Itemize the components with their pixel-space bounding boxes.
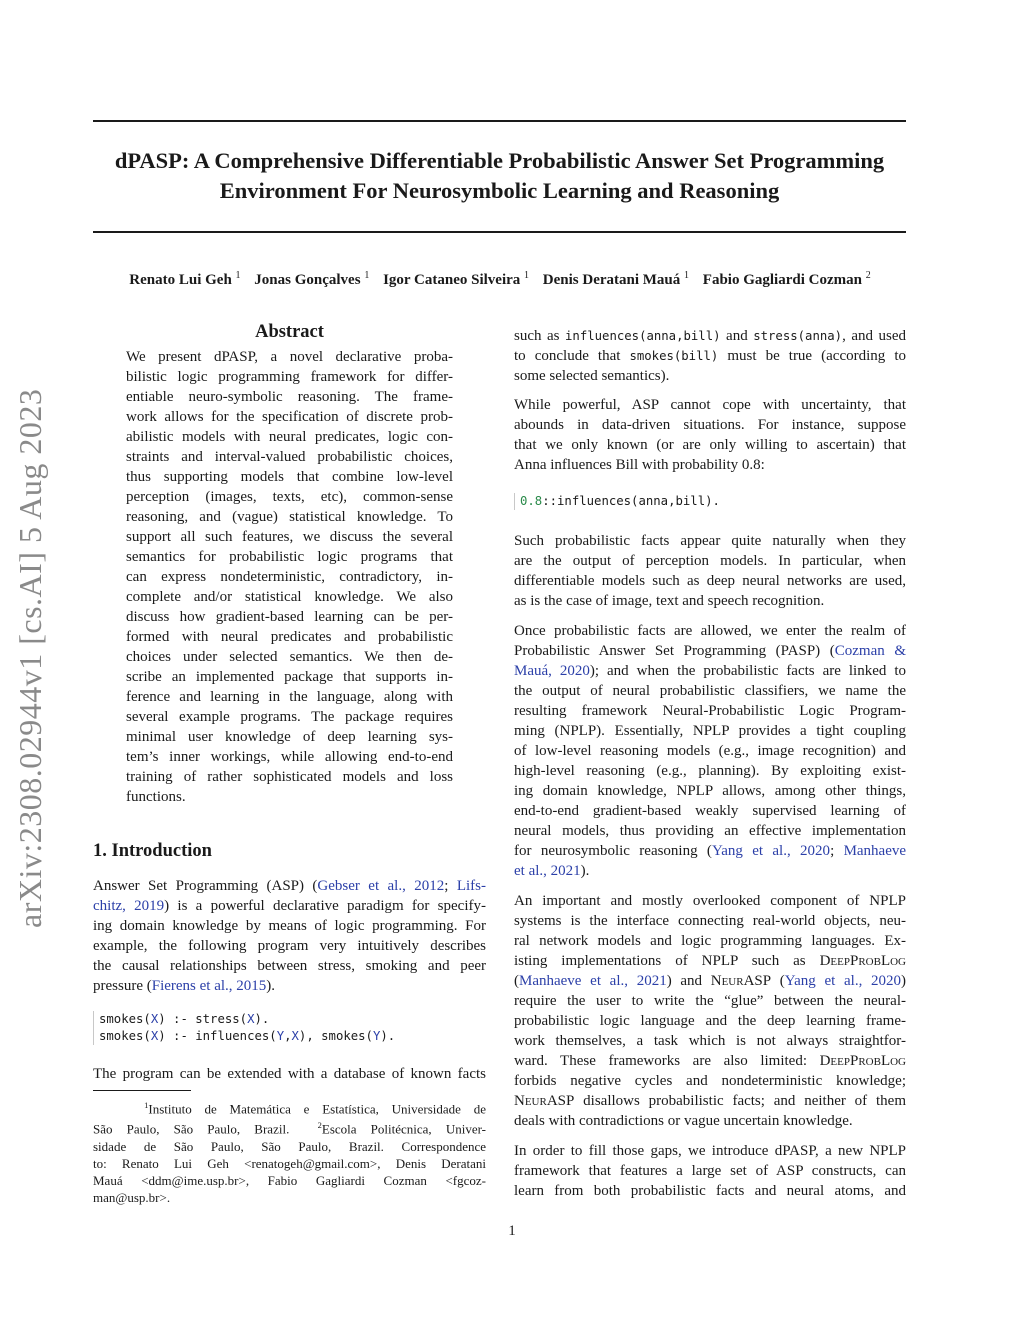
- abstract-line: entiable neuro-symbolic reasoning. The frame-: [126, 389, 453, 405]
- right-paragraph-1: [514, 326, 906, 386]
- author: Denis Deratani Mauá $^1$: [542, 270, 690, 288]
- abstract-line: training of rather sophisticated models and loss: [126, 769, 453, 785]
- text-line: such as influences(anna,bill) and stress(anna), and used: [514, 328, 906, 344]
- text-line: the causal relationships between stress, smoking and peer: [93, 958, 486, 974]
- abstract-line: formed with neural predicates and probabilistic: [126, 629, 453, 645]
- paper-title: [93, 146, 906, 206]
- title-line-2: Environment For Neurosymbolic Learning and Reasoning: [219, 178, 780, 203]
- text-line: pressure (Fierens et al., 2015).: [93, 978, 276, 994]
- citation-link[interactable]: Yang et al., 2020: [784, 973, 902, 989]
- abstract-line: perception (images, texts, etc), common-sense: [126, 489, 453, 505]
- code-block-probabilistic-fact: [514, 493, 720, 510]
- text-line: learn from both probabilistic facts and neural atoms, and: [514, 1183, 906, 1199]
- text-line: The program can be extended with a database of known facts: [93, 1066, 486, 1082]
- right-paragraph-6: [514, 1141, 906, 1201]
- code-line: smokes(X) :- stress(X).: [99, 1012, 270, 1026]
- abstract-line: discuss how gradient-based learning can be per-: [126, 609, 453, 625]
- text-line: ward. These frameworks are also limited: DeepProbLog: [514, 1053, 906, 1069]
- abstract-line: bilistic logic programming framework for differ-: [126, 369, 453, 385]
- abstract-body: [126, 347, 453, 807]
- title-bottom-rule: [93, 231, 906, 233]
- citation-link[interactable]: Manhaeve et al., 2021: [519, 973, 667, 989]
- abstract-line: minimal user knowledge of deep learning sys-: [126, 729, 453, 745]
- text-line: Mauá, 2020); and when the probabilistic facts are linked to: [514, 663, 906, 679]
- text-line: high-level reasoning (e.g., planning). By exploiting exist-: [514, 763, 906, 779]
- text-line: require the user to write the “glue” between the neural-: [514, 993, 906, 1009]
- text-line: systems is the interface connecting real-world objects, neu-: [514, 913, 906, 929]
- text-line: some selected semantics).: [514, 368, 670, 384]
- text-line: framework that features a large set of ASP constructs, can: [514, 1163, 906, 1179]
- footnote-line: Mauá <ddm@ime.usp.br>, Fabio Gagliardi Cozman <fgcoz-: [93, 1172, 486, 1188]
- text-line: forbids negative cycles and nondeterministic knowledge;: [514, 1073, 906, 1089]
- text-line: end-to-end gradient-based weakly supervised learning of: [514, 803, 906, 819]
- footnote-rule: [93, 1090, 191, 1091]
- abstract-line: semantics for probabilistic logic programs that: [126, 549, 453, 565]
- citation-link[interactable]: Manhaeve: [843, 843, 907, 859]
- text-line: Probabilistic Answer Set Programming (PASP) (Cozman &: [514, 643, 906, 659]
- author: Jonas Gonçalves $^1$: [254, 270, 370, 288]
- citation-link[interactable]: chitz, 2019: [93, 898, 165, 914]
- text-line: An important and mostly overlooked component of NPLP: [514, 893, 906, 909]
- abstract-line: functions.: [126, 789, 186, 805]
- abstract-heading: Abstract: [255, 322, 324, 342]
- text-line: that we only known (or are only willing to ascertain) that: [514, 437, 906, 453]
- citation-link[interactable]: Fierens et al., 2015: [151, 978, 267, 994]
- text-line: In order to fill those gaps, we introduce dPASP, a new NPLP: [514, 1143, 906, 1159]
- section-heading-introduction: 1. Introduction: [93, 841, 212, 861]
- footnote: [93, 1097, 486, 1206]
- abstract-line: straints and interval-valued probabilistic choices,: [126, 449, 453, 465]
- text-line: ming (NPLP). Essentially, NPLP provides a tight coupling: [514, 723, 906, 739]
- text-line: Once probabilistic facts are allowed, we enter the realm of: [514, 623, 906, 639]
- abstract-line: several example programs. The package requires: [126, 709, 453, 725]
- right-paragraph-5: [514, 891, 906, 1131]
- text-line: isting implementations of NPLP such as DeepProbLog: [514, 953, 906, 969]
- code-line: smokes(X) :- influences(Y,X), smokes(Y).: [99, 1029, 396, 1043]
- text-line: ing domain knowledge by means of logic programming. For: [93, 918, 486, 934]
- right-paragraph-2: [514, 395, 906, 475]
- text-line: neural models, thus providing an effective implementation: [514, 823, 906, 839]
- text-line: et al., 2021).: [514, 863, 590, 879]
- intro-paragraph-1: [93, 876, 486, 996]
- footnote-line: $^1$Instituto de Matemática e Estatística, Universidade de: [144, 1100, 486, 1117]
- text-line: resulting framework Neural-Probabilistic Logic Program-: [514, 703, 906, 719]
- abstract-line: thus supporting models that combine low-level: [126, 469, 453, 485]
- text-line: ing domain knowledge, NPLP allows, among other things,: [514, 783, 906, 799]
- title-top-rule: [93, 120, 906, 122]
- text-line: are the output of perception models. In particular, when: [514, 553, 906, 569]
- text-line: example, the following program very intuitively describes: [93, 938, 486, 954]
- text-line: as is the case of image, text and speech recognition.: [514, 593, 825, 609]
- citation-link[interactable]: Gebser et al., 2012: [317, 878, 445, 894]
- abstract-line: We present dPASP, a novel declarative proba-: [126, 349, 453, 365]
- text-line: deals with contradictions or vague uncertain knowledge.: [514, 1113, 853, 1129]
- page-number: 1: [508, 1223, 516, 1239]
- footnote-line: sidade de São Paulo, São Paulo, Brazil. Correspondence: [93, 1138, 486, 1154]
- abstract-line: complete and/or statistical knowledge. We also: [126, 589, 453, 605]
- abstract-line: choices under selected semantics. We then de-: [126, 649, 453, 665]
- text-line: the output of neural probabilistic classifiers, we name the: [514, 683, 906, 699]
- text-line: differentiable models such as deep neural networks are used,: [514, 573, 906, 589]
- right-paragraph-4: [514, 621, 906, 881]
- abstract-line: work allows for the specification of discrete prob-: [126, 409, 453, 425]
- citation-link[interactable]: Cozman &: [834, 643, 906, 659]
- text-line: While powerful, ASP cannot cope with uncertainty, that: [514, 397, 906, 413]
- author: Fabio Gagliardi Cozman $^2$: [702, 270, 871, 288]
- citation-link[interactable]: et al., 2021: [514, 863, 581, 879]
- text-line: Such probabilistic facts appear quite naturally when they: [514, 533, 906, 549]
- text-line: work themselves, a task which is not always straightfor-: [514, 1033, 906, 1049]
- citation-link[interactable]: Mauá, 2020: [514, 663, 590, 679]
- abstract-line: abilistic models with neural predicates, logic con-: [126, 429, 453, 445]
- abstract-line: reasoning, and (vague) statistical knowledge. To: [126, 509, 453, 525]
- text-line: ral network models and logic programming languages. Ex-: [514, 933, 906, 949]
- text-line: abounds in data-driven situations. For instance, suppose: [514, 417, 906, 433]
- text-line: chitz, 2019) is a powerful declarative paradigm for specify-: [93, 898, 486, 914]
- author: Renato Lui Geh $^1$: [129, 270, 241, 288]
- text-line: (Manhaeve et al., 2021) and NeurASP (Yang et al., 2020): [514, 973, 907, 989]
- author: Igor Cataneo Silveira $^1$: [383, 270, 530, 288]
- citation-link[interactable]: Yang et al., 2020: [711, 843, 831, 859]
- abstract-line: scribe an implemented package that supports in-: [126, 669, 453, 685]
- text-line: Answer Set Programming (ASP) (Gebser et al., 2012; Lifs-: [93, 878, 486, 894]
- abstract-line: tem’s inner workings, while allowing end-to-end: [126, 749, 453, 765]
- text-line: Anna influences Bill with probability 0.8:: [514, 457, 765, 473]
- abstract-line: support all such features, we discuss the several: [126, 529, 453, 545]
- text-line: NeurASP disallows probabilistic facts; and neither of them: [514, 1093, 906, 1109]
- text-line: for neurosymbolic reasoning (Yang et al., 2020; Manhaeve: [514, 843, 907, 859]
- arxiv-stamp: arXiv:2308.02944v1 [cs.AI] 5 Aug 2023: [12, 388, 48, 928]
- abstract-line: ference and learning in the language, along with: [126, 689, 453, 705]
- intro-paragraph-2: [93, 1064, 486, 1084]
- author-list: [60, 266, 940, 290]
- footnote-line: to: Renato Lui Geh <renatogeh@gmail.com>, Denis Deratani: [93, 1155, 486, 1171]
- abstract-line: can express nondeterministic, contradictory, in-: [126, 569, 453, 585]
- footnote-line: São Paulo, São Paulo, Brazil. $^2$Escola Politécnica, Univer-: [93, 1120, 486, 1137]
- code-block-program: [93, 1011, 395, 1045]
- right-paragraph-3: [514, 531, 906, 611]
- text-line: probabilistic logic language and the deep learning frame-: [514, 1013, 906, 1029]
- code-line: 0.8::influences(anna,bill).: [520, 494, 720, 508]
- citation-link[interactable]: Lifs-: [456, 878, 486, 894]
- title-line-1: dPASP: A Comprehensive Differentiable Probabilistic Answer Set Programming: [114, 148, 885, 173]
- text-line: to conclude that smokes(bill) must be true (according to: [514, 348, 906, 364]
- text-line: of low-level reasoning models (e.g., image recognition) and: [514, 743, 906, 759]
- footnote-line: man@usp.br>.: [93, 1189, 171, 1205]
